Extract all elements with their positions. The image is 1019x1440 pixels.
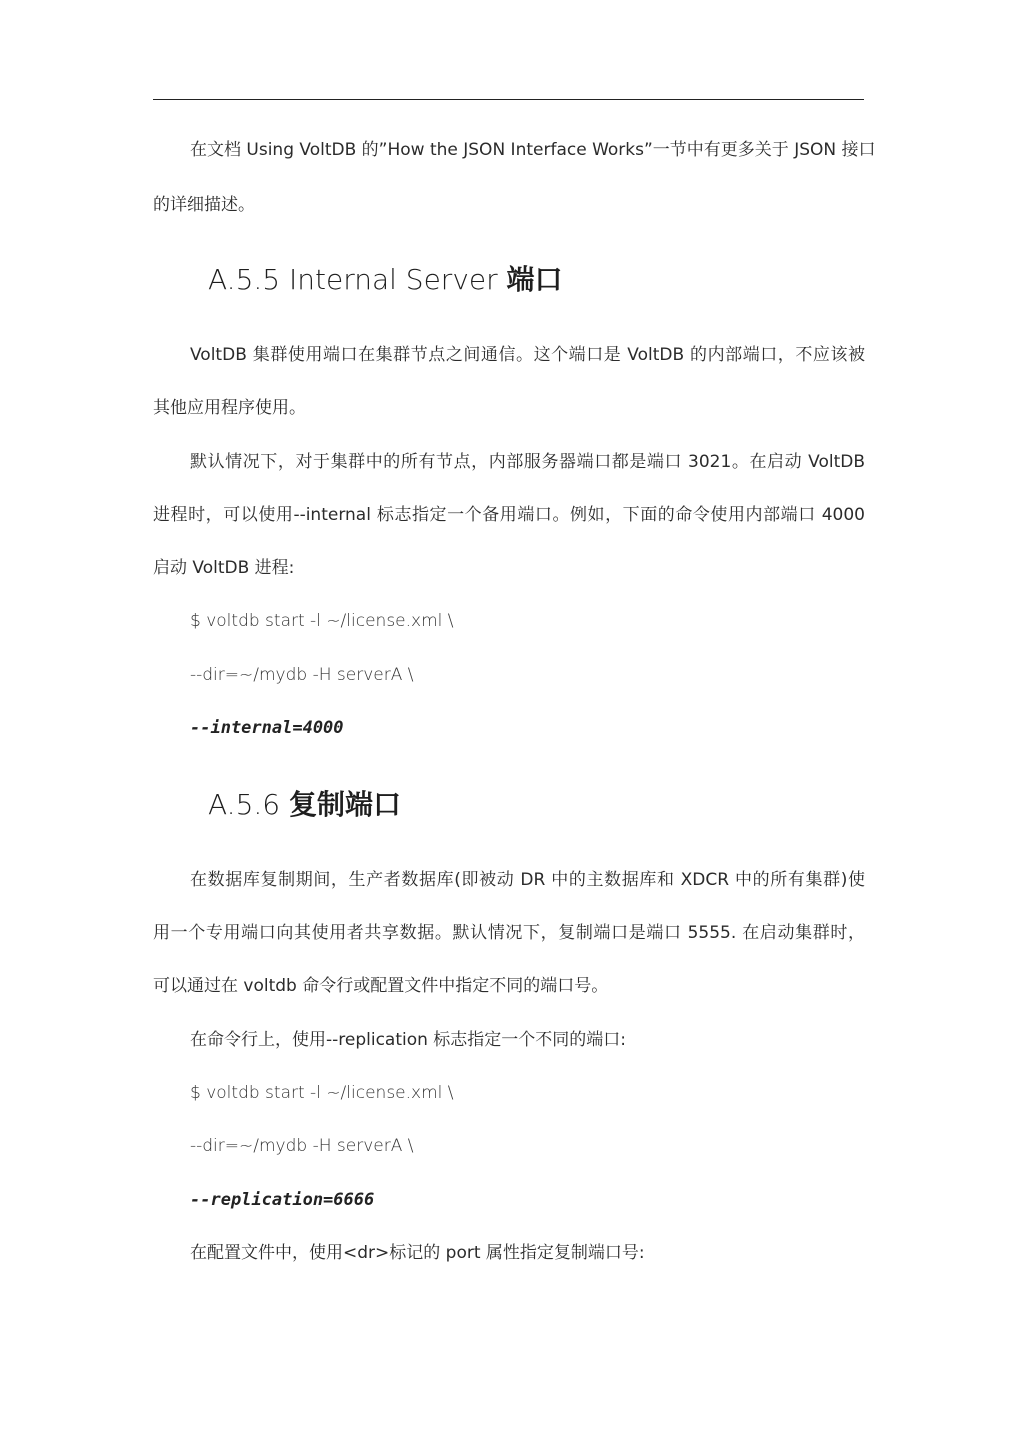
header-rule [153,99,864,100]
a55-p2-line-2: 进程时，可以使用--internal 标志指定一个备用端口。例如，下面的命令使用内部端口 4000 [153,505,865,525]
section-heading-a56-title: 复制端口 [289,788,402,821]
a55-code-line-3: --internal=4000 [190,718,344,738]
a56-p1-line-1: 在数据库复制期间，生产者数据库(即被动 DR 中的主数据库和 XDCR 中的所有集群)使 [190,870,865,890]
a56-p1-line-3: 可以通过在 voltdb 命令行或配置文件中指定不同的端口号。 [153,976,609,996]
a55-p1-line-2: 其他应用程序使用。 [153,398,306,418]
a56-code-line-1: $ voltdb start -l ~/license.xml \ [190,1083,454,1103]
section-heading-a55-title: 端口 [506,263,563,296]
a56-code-line-3: --replication=6666 [190,1190,375,1210]
a55-p2-line-3: 启动 VoltDB 进程: [153,558,295,578]
intro-line-1: 在文档 Using VoltDB 的”How the JSON Interface Works”一节中有更多关于 JSON 接口 [190,140,876,160]
a56-p2: 在命令行上，使用--replication 标志指定一个不同的端口: [190,1030,627,1050]
a55-p2-line-1: 默认情况下，对于集群中的所有节点，内部服务器端口都是端口 3021。在启动 VoltDB [190,452,865,472]
a56-code-line-2: --dir=~/mydb -H serverA \ [190,1136,414,1156]
section-heading-a55 [208,262,563,298]
section-heading-a56-number: A.5.6 [208,788,289,821]
section-heading-a55-number: A.5.5 Internal Server [208,263,507,296]
a56-p1-line-2: 用一个专用端口向其使用者共享数据。默认情况下，复制端口是端口 5555. 在启动集群时， [153,923,865,943]
intro-line-2: 的详细描述。 [153,195,255,215]
a55-p1-line-1: VoltDB 集群使用端口在集群节点之间通信。这个端口是 VoltDB 的内部端口，不应该被 [190,345,865,365]
a55-code-line-1: $ voltdb start -l ~/license.xml \ [190,611,454,631]
a55-code-line-2: --dir=~/mydb -H serverA \ [190,665,414,685]
a56-p3: 在配置文件中，使用<dr>标记的 port 属性指定复制端口号: [190,1243,645,1263]
section-heading-a56 [208,787,401,823]
